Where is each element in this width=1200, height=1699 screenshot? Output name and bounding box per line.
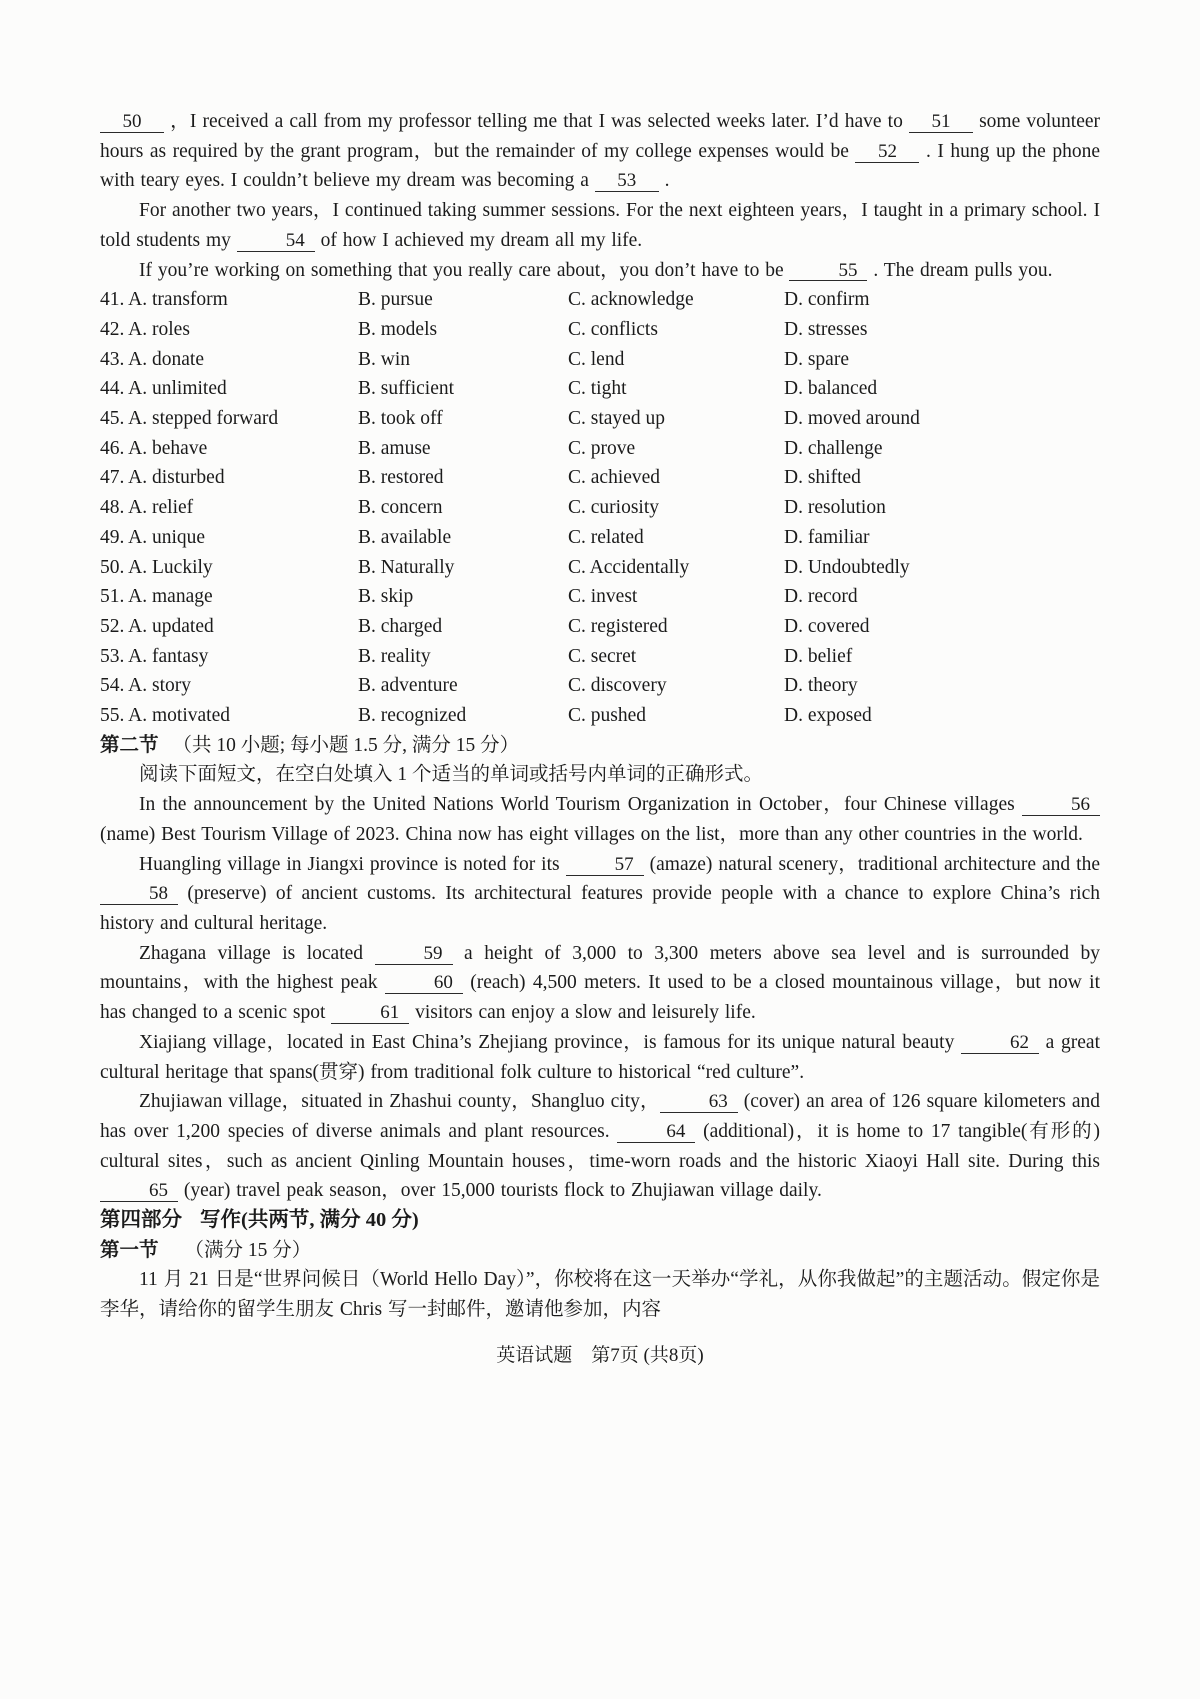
option-cell: B. Naturally: [358, 556, 455, 578]
blank-54: 54: [237, 231, 315, 252]
blank-58: 58: [100, 884, 178, 905]
option-cell: 48. A. relief: [100, 497, 194, 519]
gapfill-passage: [100, 790, 1100, 1206]
option-cell: C. pushed: [568, 705, 646, 727]
cloze-passage: [100, 107, 1100, 285]
option-cell: 55. A. motivated: [100, 705, 230, 727]
option-cell: 50. A. Luckily: [100, 556, 213, 578]
blank-62: 62: [961, 1033, 1039, 1054]
option-cell: C. related: [568, 526, 644, 548]
blank-56: 56: [1022, 795, 1100, 816]
option-row: [100, 671, 1100, 701]
blank-52: 52: [855, 142, 919, 163]
option-cell: B. amuse: [358, 437, 431, 459]
option-cell: D. balanced: [784, 378, 878, 400]
option-cell: D. belief: [784, 645, 853, 667]
option-cell: B. pursue: [358, 289, 433, 311]
option-cell: 46. A. behave: [100, 437, 208, 459]
option-cell: 47. A. disturbed: [100, 467, 225, 489]
section-2-info: （共 10 小题; 每小题 1.5 分, 满分 15 分）: [172, 734, 520, 756]
option-cell: D. exposed: [784, 705, 872, 727]
option-cell: 45. A. stepped forward: [100, 408, 279, 430]
blank-61: 61: [331, 1003, 409, 1024]
option-cell: D. covered: [784, 615, 870, 637]
option-cell: C. stayed up: [568, 408, 665, 430]
option-cell: C. registered: [568, 615, 668, 637]
gapfill-paragraph: Huangling village in Jiangxi province is noted for its 57 (amaze) natural scenery，traditional architecture and the 58 (preserve) of ancient customs. Its architectural features provide people with a chance to explore China’s rich history and cultural heritage.: [100, 853, 1100, 934]
option-row: [100, 374, 1100, 404]
gapfill-paragraph: Zhagana village is located 59 a height of 3,000 to 3,300 meters above sea level and is surrounded by mountains，with the highest peak 60 (reach) 4,500 meters. It used to be a closed mountainous village，but now it has changed to a scenic spot 61 visitors can enjoy a slow and leisurely life.: [100, 942, 1100, 1024]
option-cell: D. familiar: [784, 526, 870, 548]
option-cell: 49. A. unique: [100, 526, 206, 548]
option-row: [100, 315, 1100, 345]
option-cell: 54. A. story: [100, 675, 192, 697]
option-cell: D. spare: [784, 348, 849, 370]
blank-64: 64: [617, 1122, 695, 1143]
option-cell: B. concern: [358, 497, 443, 519]
option-row: [100, 582, 1100, 612]
section-2-heading: [100, 731, 1100, 761]
option-cell: 51. A. manage: [100, 586, 213, 608]
option-cell: B. win: [358, 348, 411, 370]
option-cell: C. achieved: [568, 467, 661, 489]
option-cell: B. models: [358, 318, 438, 340]
section-1-heading: [100, 1236, 1100, 1266]
option-cell: D. theory: [784, 675, 858, 697]
option-cell: D. challenge: [784, 437, 883, 459]
option-cell: B. available: [358, 526, 452, 548]
option-cell: C. acknowledge: [568, 289, 694, 311]
section-2-label: 第二节: [100, 734, 159, 756]
writing-paragraph: 11 月 21 日是“世界问候日（World Hello Day）”，你校将在这一天举办“学礼，从你我做起”的主题活动。假定你是李华，请给你的留学生朋友 Chris 写一封邮件，邀请他参加，内容: [100, 1269, 1100, 1321]
blank-53: 53: [595, 171, 659, 192]
option-cell: B. charged: [358, 615, 443, 637]
cloze-paragraph: If you’re working on something that you really care about，you don’t have to be 55 . The dream pulls you.: [139, 259, 1053, 281]
option-cell: B. restored: [358, 467, 444, 489]
option-cell: C. conflicts: [568, 318, 658, 340]
option-cell: C. lend: [568, 348, 625, 370]
options-table: [100, 285, 1100, 731]
part-4-title: 写作(共两节, 满分 40 分): [200, 1209, 419, 1232]
blank-65: 65: [100, 1181, 178, 1202]
option-cell: D. record: [784, 586, 858, 608]
blank-60: 60: [385, 973, 463, 994]
option-row: [100, 345, 1100, 375]
option-cell: B. sufficient: [358, 378, 455, 400]
option-cell: C. prove: [568, 437, 636, 459]
option-cell: B. reality: [358, 645, 431, 667]
option-cell: B. adventure: [358, 675, 458, 697]
option-cell: 42. A. roles: [100, 318, 190, 340]
option-cell: D. resolution: [784, 497, 886, 519]
option-row: [100, 553, 1100, 583]
blank-57: 57: [566, 855, 644, 876]
blank-55: 55: [789, 261, 867, 282]
option-cell: 53. A. fantasy: [100, 645, 209, 667]
option-row: [100, 463, 1100, 493]
option-cell: C. tight: [568, 378, 627, 400]
option-row: [100, 701, 1100, 731]
gapfill-paragraph: Zhujiawan village，situated in Zhashui county，Shangluo city， 63 (cover) an area of 126 square kilometers and has over 1,200 species of diverse animals and plant resources. 64 (additional)，it is home to 17 tangible(有形的) cultural sites，such as ancient Qinling Mountain houses，time-worn roads and the historic Xiaoyi Hall site. During this 65 (year) travel peak season，over 15,000 tourists flock to Zhujiawan village daily.: [100, 1091, 1101, 1202]
part-4-heading: [100, 1206, 1100, 1236]
option-row: [100, 434, 1100, 464]
page-footer: 英语试题 第7页 (共8页): [496, 1344, 704, 1366]
option-cell: D. moved around: [784, 408, 920, 430]
option-cell: C. discovery: [568, 675, 667, 697]
gapfill-paragraph: Xiajiang village，located in East China’s Zhejiang province，is famous for its unique natural beauty 62 a great cultural heritage that spans(贯穿) from traditional folk culture to historical “red culture”.: [100, 1031, 1100, 1083]
option-row: [100, 612, 1100, 642]
option-cell: 52. A. updated: [100, 615, 214, 637]
option-cell: 43. A. donate: [100, 348, 204, 370]
option-cell: B. recognized: [358, 705, 467, 727]
option-row: [100, 404, 1100, 434]
option-cell: D. Undoubtedly: [784, 556, 910, 578]
option-row: [100, 285, 1100, 315]
blank-63: 63: [660, 1092, 738, 1113]
option-cell: B. took off: [358, 408, 443, 430]
cloze-paragraph: For another two years，I continued taking summer sessions. For the next eighteen years，I taught in a primary school. I told students my 54 of how I achieved my dream all my life.: [100, 200, 1100, 251]
gapfill-paragraph: In the announcement by the United Nations World Tourism Organization in October，four Chinese villages 56 (name) Best Tourism Village of 2023. China now has eight villages on the list，more than any other countries in the world.: [100, 790, 1100, 849]
option-cell: D. confirm: [784, 289, 870, 311]
option-row: [100, 642, 1100, 672]
option-cell: 44. A. unlimited: [100, 378, 227, 400]
writing-prompt: [100, 1265, 1100, 1324]
blank-51: 51: [909, 112, 973, 133]
option-row: [100, 523, 1100, 553]
option-cell: 41. A. transform: [100, 289, 228, 311]
option-cell: C. secret: [568, 645, 637, 667]
option-cell: C. invest: [568, 586, 638, 608]
cloze-paragraph: 50 ，I received a call from my professor telling me that I was selected weeks later. I’d have to 51 some volunteer hours as required by the grant program，but the remainder of my college expenses would be 52 . I hung up the phone with teary eyes. I couldn’t believe my dream was becoming a 53 .: [100, 111, 1100, 192]
section-2-instruction: 阅读下面短文，在空白处填入 1 个适当的单词或括号内单词的正确形式。: [139, 764, 764, 786]
section-1-label: 第一节: [100, 1239, 159, 1261]
option-cell: C. curiosity: [568, 497, 659, 519]
option-cell: B. skip: [358, 586, 414, 608]
blank-59: 59: [375, 944, 453, 965]
part-4-label: 第四部分: [100, 1209, 182, 1232]
option-cell: C. Accidentally: [568, 556, 690, 578]
option-cell: D. stresses: [784, 318, 868, 340]
section-1-info: （满分 15 分）: [184, 1239, 312, 1261]
option-cell: D. shifted: [784, 467, 861, 489]
option-row: [100, 493, 1100, 523]
blank-50: 50: [100, 112, 164, 133]
